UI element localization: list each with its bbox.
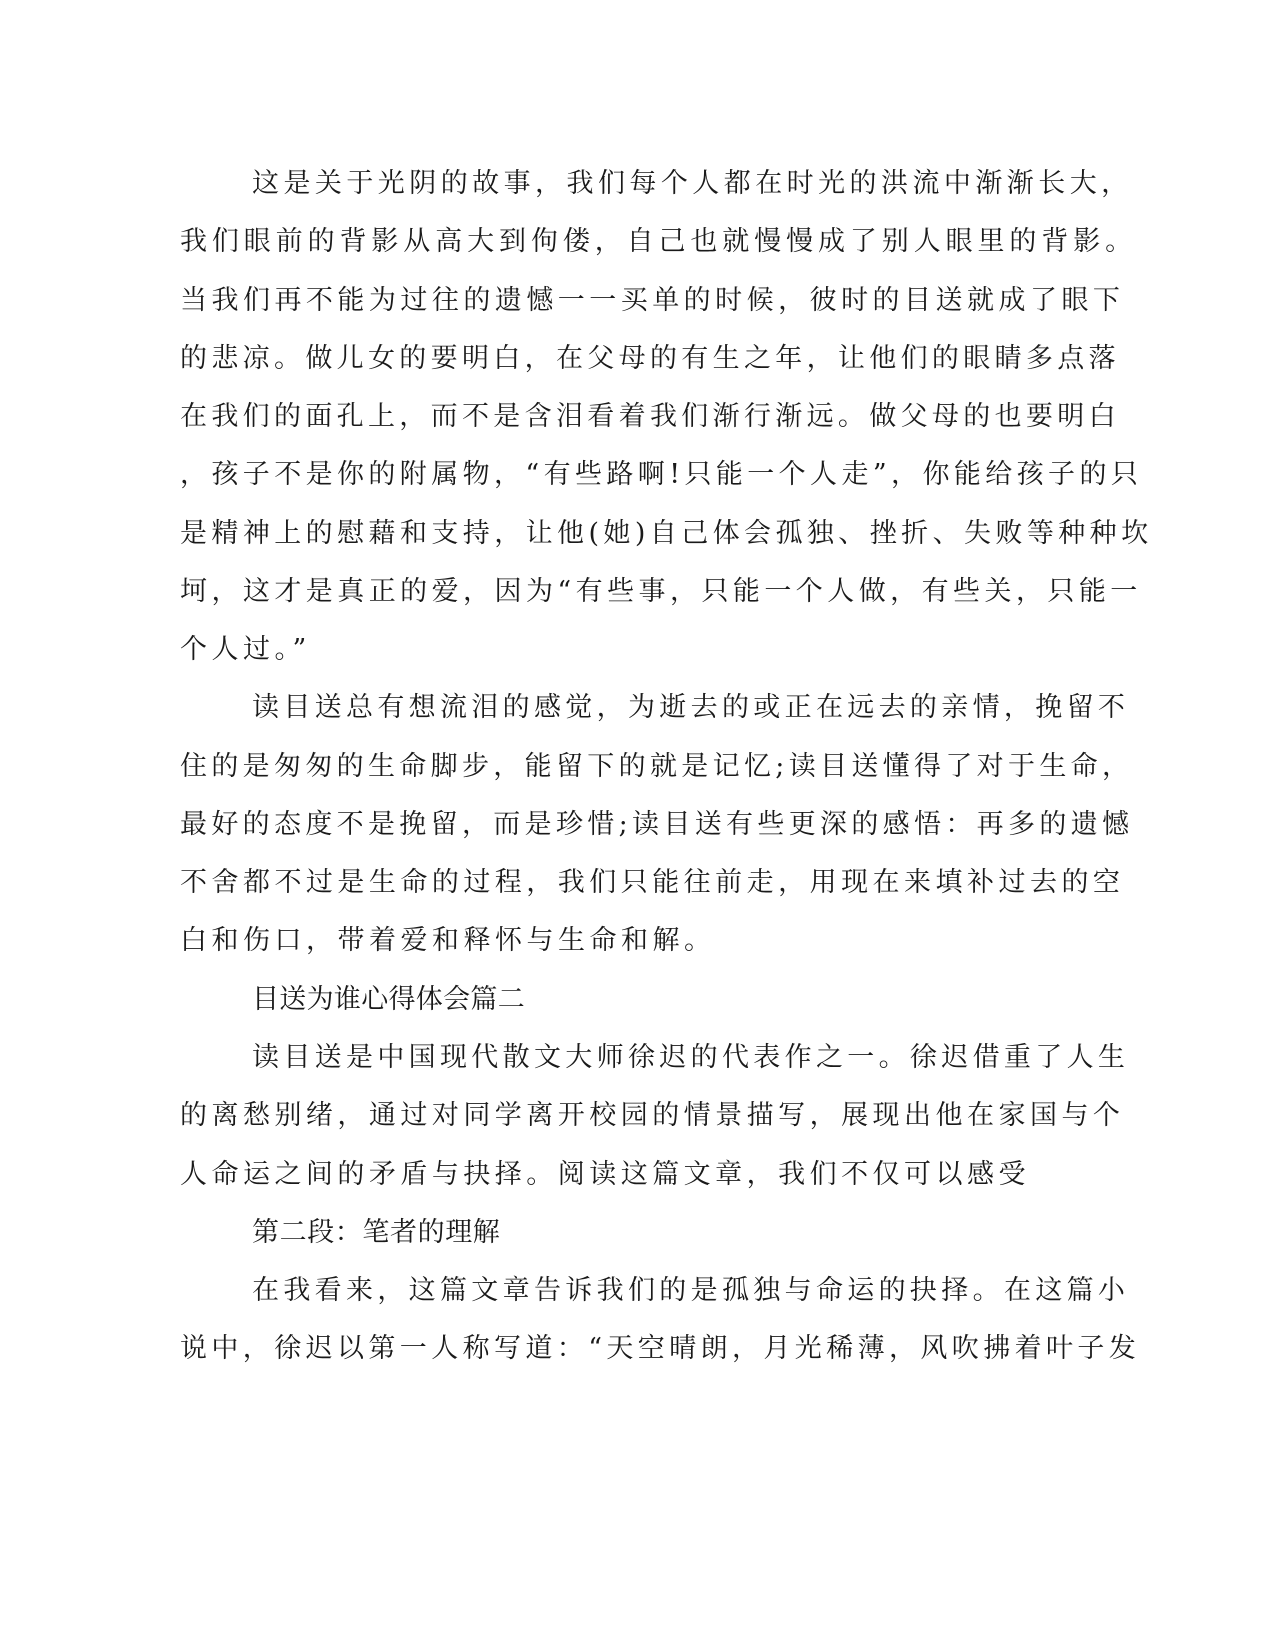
text-line: 我们眼前的背影从高大到佝偻，自己也就慢慢成了别人眼里的背影。 <box>180 226 1137 257</box>
text-line: 的离愁别绪，通过对同学离开校园的情景描写，展现出他在家国与个 <box>180 1100 1125 1131</box>
text-line: 住的是匆匆的生命脚步，能留下的就是记忆;读目送懂得了对于生命， <box>180 751 1134 782</box>
text-line: 说中，徐迟以第一人称写道：“天空晴朗，月光稀薄，风吹拂着叶子发 <box>180 1333 1141 1364</box>
section-heading: 目送为谁心得体会篇二 <box>252 984 525 1015</box>
text-line: 的悲凉。做儿女的要明白，在父母的有生之年，让他们的眼睛多点落 <box>180 343 1120 374</box>
text-line: 不舍都不过是生命的过程，我们只能往前走，用现在来填补过去的空 <box>180 867 1125 898</box>
text-line: 在我们的面孔上，而不是含泪看着我们渐行渐远。做父母的也要明白 <box>180 401 1120 432</box>
text-line: 读目送是中国现代散文大师徐迟的代表作之一。徐迟借重了人生 <box>252 1042 1130 1073</box>
text-line: ，孩子不是你的附属物，“有些路啊!只能一个人走”，你能给孩子的只 <box>180 459 1143 490</box>
text-line: 这是关于光阴的故事，我们每个人都在时光的洪流中渐渐长大， <box>252 168 1133 199</box>
text-line: 人命运之间的矛盾与抉择。阅读这篇文章，我们不仅可以感受 <box>180 1159 1030 1190</box>
text-line: 坷，这才是真正的爱，因为“有些事，只能一个人做，有些关，只能一 <box>180 576 1142 607</box>
text-line: 最好的态度不是挽留，而是珍惜;读目送有些更深的感悟：再多的遗憾 <box>180 809 1134 840</box>
section-heading: 第二段：笔者的理解 <box>252 1217 501 1248</box>
text-line: 在我看来，这篇文章告诉我们的是孤独与命运的抉择。在这篇小 <box>252 1275 1130 1306</box>
text-line: 当我们再不能为过往的遗憾一一买单的时候，彼时的目送就成了眼下 <box>180 285 1125 316</box>
text-line: 白和伤口，带着爱和释怀与生命和解。 <box>180 925 716 956</box>
text-line: 读目送总有想流泪的感觉，为逝去的或正在远去的亲情，挽留不 <box>252 692 1130 723</box>
text-line: 个人过。” <box>180 634 311 665</box>
text-line: 是精神上的慰藉和支持，让他(她)自己体会孤独、挫折、失败等种种坎 <box>180 518 1153 549</box>
